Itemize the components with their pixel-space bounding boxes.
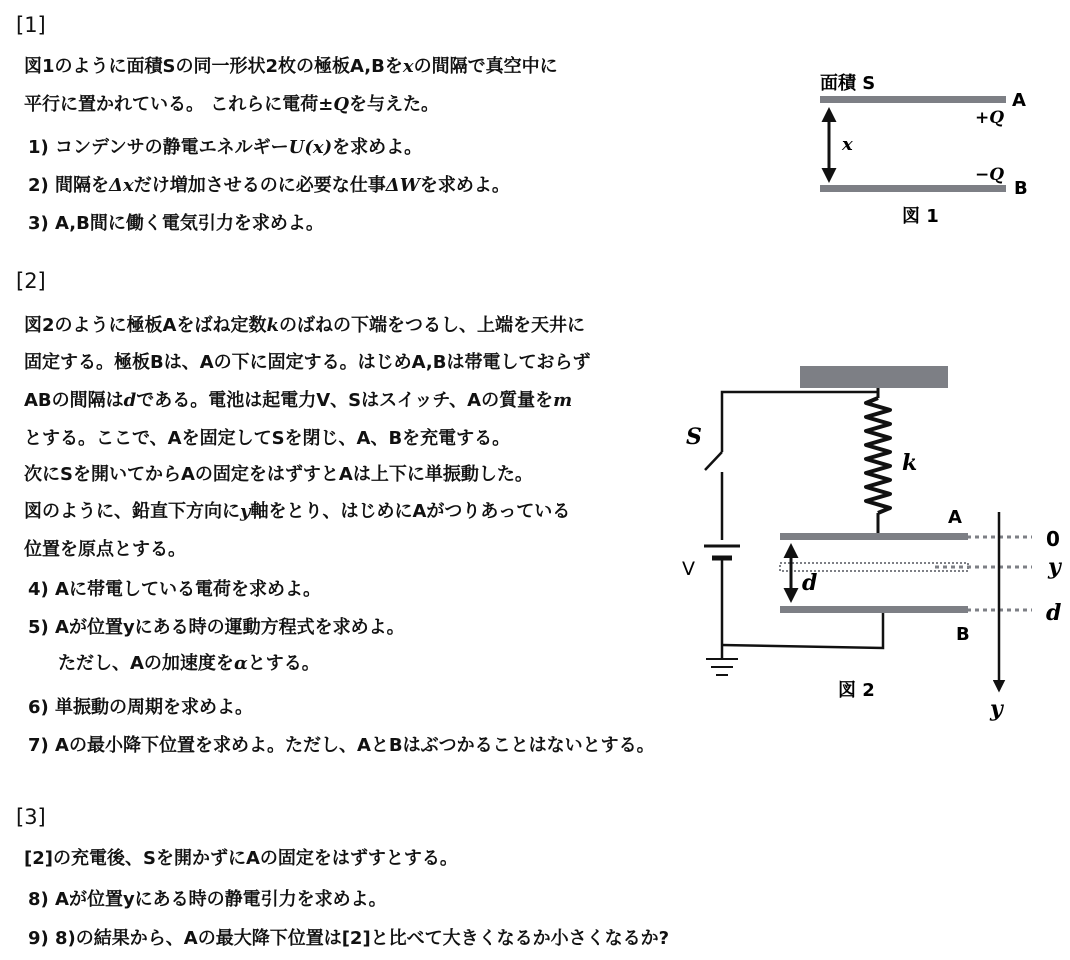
s2-line2: 固定する。極板Bは、Aの下に固定する。はじめA,Bは帯電しておらず — [24, 352, 591, 373]
s2-line3: ABの間隔はdである。電池は起電力V、Sはスイッチ、Aの質量をm — [24, 390, 573, 411]
s3-line1: [2]の充電後、Sを開かずにAの固定をはずすとする。 — [24, 848, 458, 869]
spring-label: k — [902, 450, 918, 476]
question-5: 5) Aが位置yにある時の運動方程式を求めよ。 — [28, 617, 405, 638]
question-8: 8) Aが位置yにある時の静電引力を求めよ。 — [28, 889, 387, 910]
wire-top — [722, 392, 878, 452]
switch-label: S — [686, 424, 702, 450]
fig1-gap-label: x — [842, 134, 853, 155]
fig2-gap-label: d — [802, 570, 818, 596]
fig1-charge-pos: +Q — [975, 108, 1005, 128]
question-1: 1) コンデンサの静電エネルギーU(x)を求めよ。 — [28, 137, 423, 158]
s2-line6: 図のように、鉛直下方向にy軸をとり、はじめにAがつりあっている — [24, 501, 571, 522]
fig2-label-b: B — [956, 624, 970, 645]
s1-line1: 図1のように面積Sの同一形状2枚の極板A,Bをxの間隔で真空中に — [24, 56, 558, 77]
fig1-caption: 図 1 — [902, 206, 939, 227]
wire-bottom — [722, 612, 883, 648]
fig1-charge-neg: −Q — [975, 165, 1005, 185]
tick-y: y — [1048, 554, 1061, 580]
section-1-header: [1] — [16, 13, 46, 37]
fig1-area-label: 面積 S — [820, 73, 876, 94]
question-9: 9) 8)の結果から、Aの最大降下位置は[2]と比べて大きくなるか小さくなるか? — [28, 928, 670, 949]
s2-line7: 位置を原点とする。 — [24, 539, 186, 560]
section-2-header: [2] — [16, 269, 46, 293]
question-7: 7) Aの最小降下位置を求めよ。ただし、AとBはぶつかることはないとする。 — [28, 735, 655, 756]
question-6: 6) 単振動の周期を求めよ。 — [28, 697, 254, 718]
figure-2 — [682, 366, 1063, 722]
fig1-plate-b — [820, 185, 1006, 192]
tick-d: d — [1046, 600, 1062, 626]
ceiling — [800, 366, 948, 388]
ground-icon — [706, 659, 738, 675]
y-axis-label: y — [990, 696, 1003, 722]
tick-0: 0 — [1046, 527, 1060, 551]
fig1-label-a: A — [1012, 90, 1026, 111]
fig2-caption: 図 2 — [838, 680, 875, 701]
question-4: 4) Aに帯電している電荷を求めよ。 — [28, 579, 321, 600]
fig2-label-a: A — [948, 507, 962, 528]
fig2-plate-b — [780, 606, 968, 613]
s2-line1: 図2のように極板Aをばね定数kのばねの下端をつるし、上端を天井に — [24, 315, 585, 336]
figure-1 — [820, 72, 1028, 227]
question-2: 2) 間隔をΔxだけ増加させるのに必要な仕事ΔWを求めよ。 — [28, 175, 510, 196]
battery-label: V — [682, 558, 695, 580]
spring-icon — [866, 398, 890, 513]
section-3-header: [3] — [16, 805, 46, 829]
switch-icon — [705, 452, 722, 470]
s2-line5: 次にSを開いてからAの固定をはずすとAは上下に単振動した。 — [24, 464, 533, 485]
fig1-label-b: B — [1014, 178, 1028, 199]
fig1-plate-a — [820, 96, 1006, 103]
fig2-plate-a — [780, 533, 968, 540]
s2-line4: とする。ここで、Aを固定してSを閉じ、A、Bを充電する。 — [24, 428, 511, 449]
question-3: 3) A,B間に働く電気引力を求めよ。 — [28, 213, 324, 234]
question-5-note: ただし、Aの加速度をαとする。 — [58, 653, 320, 674]
s1-line2: 平行に置かれている。 これらに電荷±Qを与えた。 — [24, 94, 440, 115]
